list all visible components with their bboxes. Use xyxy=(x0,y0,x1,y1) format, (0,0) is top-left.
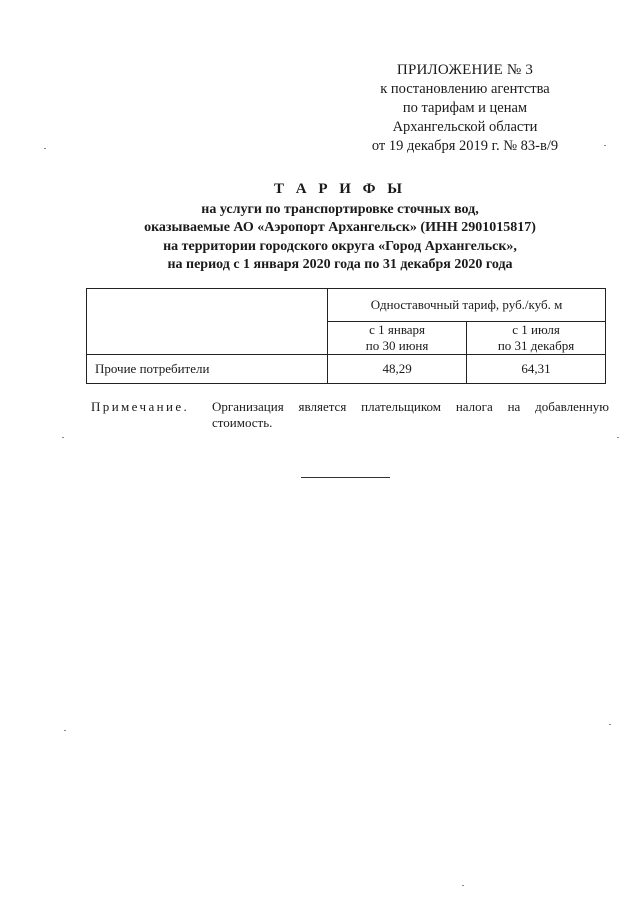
scan-speck xyxy=(462,885,464,886)
appendix-title: ПРИЛОЖЕНИЕ № 3 xyxy=(396,62,534,78)
period-2-line-1: с 1 июля xyxy=(512,322,560,337)
heading-line-1: на услуги по транспортировке сточных вод, xyxy=(201,201,479,217)
document-heading xyxy=(40,180,640,275)
heading-title: Т А Р И Ф Ы xyxy=(273,181,407,197)
period-1-line-2: по 30 июня xyxy=(365,338,429,353)
heading-line-3: на территории городского округа «Город Архангельск», xyxy=(163,238,517,254)
heading-line-4: на период с 1 января 2020 года по 31 декабря 2020 года xyxy=(167,257,513,272)
scan-speck xyxy=(64,730,66,731)
scan-speck xyxy=(62,437,64,438)
appendix-line-3: Архангельской области xyxy=(392,119,538,135)
period-2-line-2: по 31 декабря xyxy=(497,338,575,353)
scan-speck xyxy=(617,437,619,438)
rate-header-cell: Одноставочный тариф, руб./куб. м xyxy=(328,289,606,322)
tariff-table xyxy=(86,288,606,384)
heading-line-2: оказываемые АО «Аэропорт Архангельск» (ИНН 2901015817) xyxy=(144,220,536,235)
appendix-line-1: к постановлению агентства xyxy=(380,81,550,97)
table-row xyxy=(87,355,606,384)
table-header-row xyxy=(87,289,606,322)
period-1-line-1: с 1 января xyxy=(369,322,426,337)
tariff-value-2: 64,31 xyxy=(467,355,606,384)
consumer-cell: Прочие потребители xyxy=(87,355,328,384)
empty-header-cell xyxy=(87,289,328,355)
period-2-cell xyxy=(467,322,606,355)
note-label: Примечание. xyxy=(91,399,190,414)
scan-speck xyxy=(604,145,606,146)
appendix-line-2: по тарифам и ценам xyxy=(402,100,528,116)
scan-speck xyxy=(44,148,46,149)
note-text: Организация является плательщиком налога на добавленную стоимость. xyxy=(212,399,609,430)
tariff-value-1: 48,29 xyxy=(328,355,467,384)
separator-line xyxy=(301,477,390,478)
scan-speck xyxy=(609,724,611,725)
appendix-block xyxy=(350,61,580,156)
period-1-cell xyxy=(328,322,467,355)
appendix-line-4: от 19 декабря 2019 г. № 83-в/9 xyxy=(371,138,559,154)
